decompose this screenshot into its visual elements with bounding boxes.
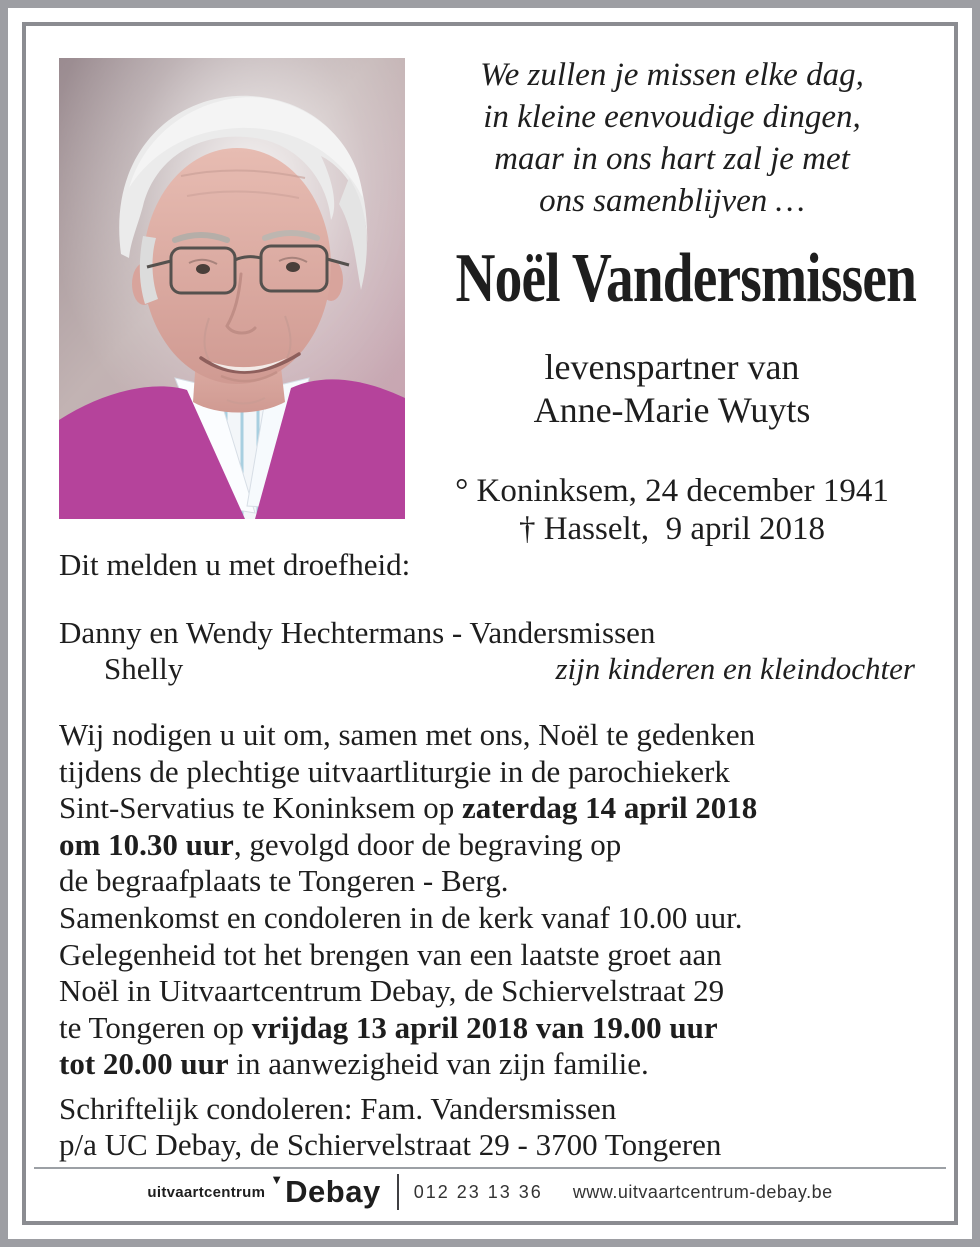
invite-line: tot 20.00 uur in aanwezigheid van zijn familie. bbox=[59, 1046, 649, 1082]
life-dates bbox=[398, 472, 946, 548]
invite-line: tijdens de plechtige uitvaartliturgie in de parochiekerk bbox=[59, 753, 730, 789]
funeral-home-footer bbox=[26, 1172, 954, 1212]
brand-name: Debay bbox=[285, 1174, 381, 1209]
deceased-name: Noël Vandersmissen bbox=[455, 240, 917, 317]
phone-number: 012 23 13 36 bbox=[413, 1181, 543, 1202]
family-line: Danny en Wendy Hechtermans - Vandersmissen bbox=[59, 615, 656, 650]
poem-line: maar in ons hart zal je met bbox=[494, 141, 850, 177]
condolence-block bbox=[59, 1091, 915, 1163]
invite-line: Wij nodigen u uit om, samen met ons, Noël te gedenken bbox=[59, 717, 756, 752]
portrait-photo bbox=[59, 58, 405, 519]
triangle-down-icon: ▼ bbox=[270, 1171, 284, 1187]
invite-line: Samenkomst en condoleren in de kerk vanaf 10.00 uur. bbox=[59, 899, 743, 935]
eye-right bbox=[286, 262, 300, 272]
relation-block bbox=[398, 346, 946, 432]
invitation-paragraph bbox=[59, 717, 915, 1083]
invite-line: Noël in Uitvaartcentrum Debay, de Schiervelstraat 29 bbox=[59, 973, 725, 1009]
family-member: Shelly bbox=[104, 651, 184, 686]
family-row bbox=[59, 651, 915, 687]
eye-left bbox=[196, 264, 210, 274]
invite-line: Sint-Servatius te Koninksem op zaterdag 14 april 2018 bbox=[59, 790, 758, 826]
footer-divider-rule bbox=[34, 1167, 946, 1169]
announcement-body bbox=[59, 547, 915, 1163]
inner-frame bbox=[22, 22, 958, 1225]
kinship-label: zijn kinderen en kleindochter bbox=[555, 651, 915, 686]
relation-line: levenspartner van bbox=[544, 346, 800, 387]
announcement-intro: Dit melden u met droefheid: bbox=[59, 547, 411, 582]
memorial-poem bbox=[398, 54, 946, 222]
death-date: † Hasselt, 9 april 2018 bbox=[518, 510, 826, 547]
brand-small-label: uitvaartcentrum bbox=[147, 1183, 266, 1201]
birth-date: ° Koninksem, 24 december 1941 bbox=[455, 472, 889, 509]
condolence-line: Schriftelijk condoleren: Fam. Vandersmissen bbox=[59, 1090, 617, 1126]
family-block bbox=[59, 615, 915, 687]
invite-line: Gelegenheid tot het brengen van een laatste groet aan bbox=[59, 936, 722, 972]
invite-line: te Tongeren op vrijdag 13 april 2018 van 19.00 uur bbox=[59, 1009, 718, 1045]
right-column bbox=[398, 54, 946, 548]
poem-line: We zullen je missen elke dag, bbox=[480, 57, 864, 93]
poem-line: in kleine eenvoudige dingen, bbox=[483, 99, 861, 135]
footer-vertical-divider bbox=[397, 1174, 399, 1210]
condolence-address: p/a UC Debay, de Schiervelstraat 29 - 3700 Tongeren bbox=[59, 1126, 722, 1162]
website-url: www.uitvaartcentrum-debay.be bbox=[572, 1181, 833, 1202]
partner-name: Anne-Marie Wuyts bbox=[533, 389, 811, 430]
invite-line: de begraafplaats te Tongeren - Berg. bbox=[59, 863, 509, 899]
invite-line: om 10.30 uur, gevolgd door de begraving op bbox=[59, 826, 622, 862]
poem-line: ons samenblijven … bbox=[539, 183, 805, 219]
